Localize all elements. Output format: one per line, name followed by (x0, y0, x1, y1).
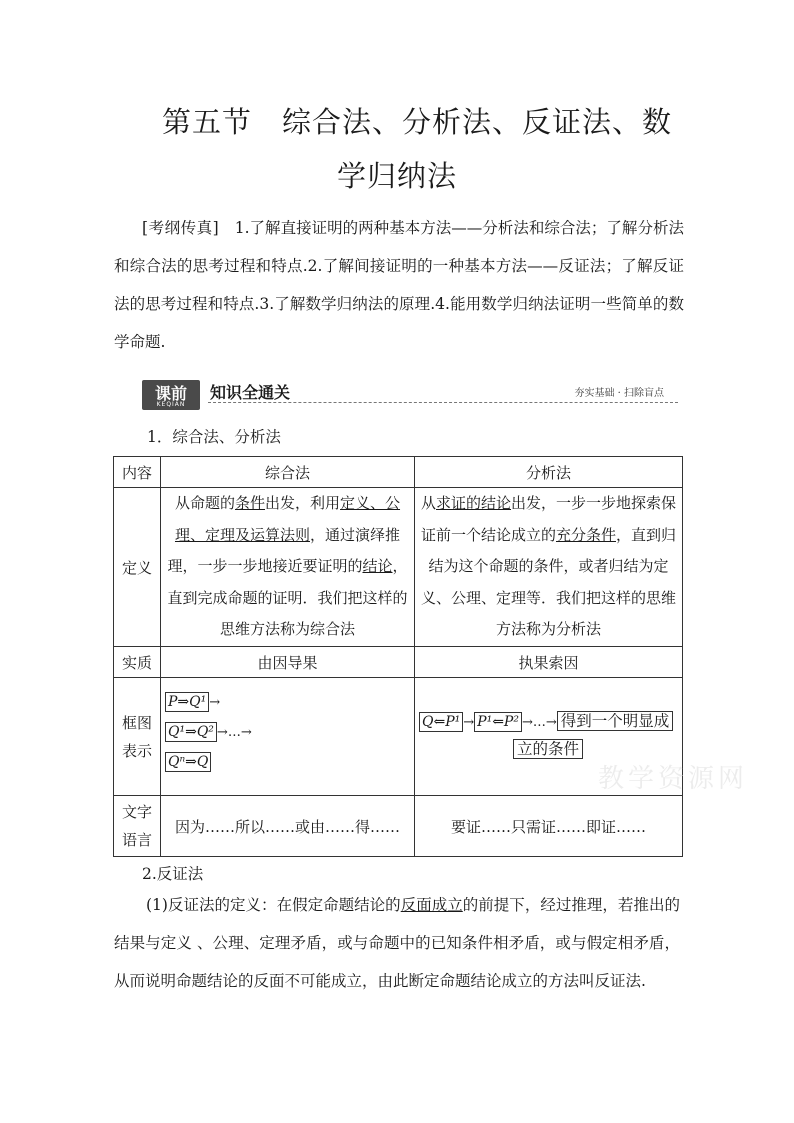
label-language (114, 796, 161, 857)
text: 从 (420, 494, 436, 513)
banner-subtitle: 夯实基础 · 扫除盲点 (574, 388, 664, 399)
label-essence: 实质 (114, 647, 161, 678)
badge-label: 课前 (154, 384, 187, 403)
arrow: →…→ (216, 724, 252, 740)
section2-paragraph (114, 886, 680, 1000)
underlined-text: 条件 (234, 494, 265, 513)
table-row-definition (114, 488, 683, 647)
arrow: →…→ (521, 714, 557, 730)
flow-box: Q¹⇒Q² (165, 722, 217, 742)
text: ，直到归结为这个命题的条件，或者归结为定义、公理、定理等．我们把这样的思维方法称为分析法 (420, 525, 677, 639)
banner-title: 知识全通关 (210, 383, 291, 402)
page-title-line2: 学归纳法 (336, 159, 457, 193)
outline-text: 1.了解直接证明的两种基本方法——分析法和综合法；了解分析法和综合法的思考过程和特点.2.了解间接证明的一种基本方法——反证法；了解反证法的思考过程和特点.3.了解数学归纳法的原理.4.能用数学归纳法证明一些简单的数学命题. (114, 219, 684, 351)
label-definition: 定义 (114, 488, 161, 647)
text: 从命题的 (174, 494, 235, 513)
flow-box: P¹⇐P² (474, 712, 522, 732)
watermark: 教学资源网 (598, 764, 749, 794)
text: ，直到完成命题的证明．我们把这样的思维方法称为综合法 (167, 557, 408, 639)
label-language-line2: 语言 (121, 831, 152, 849)
arrow: → (209, 694, 221, 710)
underlined-text: 定义、公理、定理及运算法则 (174, 494, 401, 544)
header-analysis: 分析法 (415, 457, 683, 488)
badge-pinyin: KEQIAN (156, 401, 186, 408)
exam-outline (114, 209, 684, 361)
header-synthesis: 综合法 (161, 457, 415, 488)
diagram-synthesis (161, 678, 415, 796)
label-diagram-line2: 表示 (121, 741, 152, 760)
text: ，通过演绎推理，一步一步地接近要证明的 (167, 525, 401, 576)
underlined-text: 反面成立 (400, 896, 463, 914)
table-row-essence (114, 647, 683, 678)
section-banner (142, 378, 678, 412)
language-synthesis: 因为……所以……或由……得…… (161, 796, 415, 857)
text: (1)反证法的定义：在假定命题结论的 (146, 896, 401, 914)
text: 出发，利用 (265, 494, 341, 513)
essence-synthesis: 由因导果 (161, 647, 415, 678)
table-header-row (114, 457, 683, 488)
label-diagram-line1: 框图 (121, 713, 152, 732)
definition-synthesis (161, 488, 415, 647)
banner-divider (208, 402, 678, 403)
underlined-text: 结论 (362, 557, 393, 576)
flow-box-final: 得到一个明显成 (557, 711, 674, 731)
page-title-line1: 第五节 综合法、分析法、反证法、数 (161, 105, 672, 139)
label-language-line1: 文字 (121, 803, 152, 821)
flow-box: P⇒Q¹ (165, 692, 209, 712)
flow-box-final-cont: 立的条件 (513, 739, 583, 759)
arrow: → (463, 714, 475, 730)
label-diagram (114, 678, 161, 796)
header-content: 内容 (114, 457, 161, 488)
comparison-table (113, 456, 683, 857)
section1-heading: 1．综合法、分析法 (147, 428, 281, 446)
flow-box: Q⇐P¹ (419, 712, 463, 732)
section2-heading: 2.反证法 (142, 865, 204, 883)
essence-analysis: 执果索因 (415, 647, 683, 678)
table-row-language (114, 796, 683, 857)
section-badge (142, 380, 200, 410)
underlined-text: 充分条件 (555, 525, 616, 544)
outline-tag: [考纲传真] (142, 219, 220, 237)
flow-box: Qⁿ⇒Q (165, 752, 211, 772)
definition-analysis (415, 488, 683, 647)
language-analysis: 要证……只需证……即证…… (415, 796, 683, 857)
text: 出发，一步一步地探索保证前一个结论成立的 (420, 494, 677, 544)
underlined-text: 求证的结论 (435, 494, 511, 513)
text: 的前提下，经过推理，若推出的结果与定义 、公理、定理矛盾，或与命题中的已知条件相矛盾，或与假定相矛盾，从而说明命题结论的反面不可能成立，由此断定命题结论成立的方法叫反证法. (114, 896, 680, 990)
